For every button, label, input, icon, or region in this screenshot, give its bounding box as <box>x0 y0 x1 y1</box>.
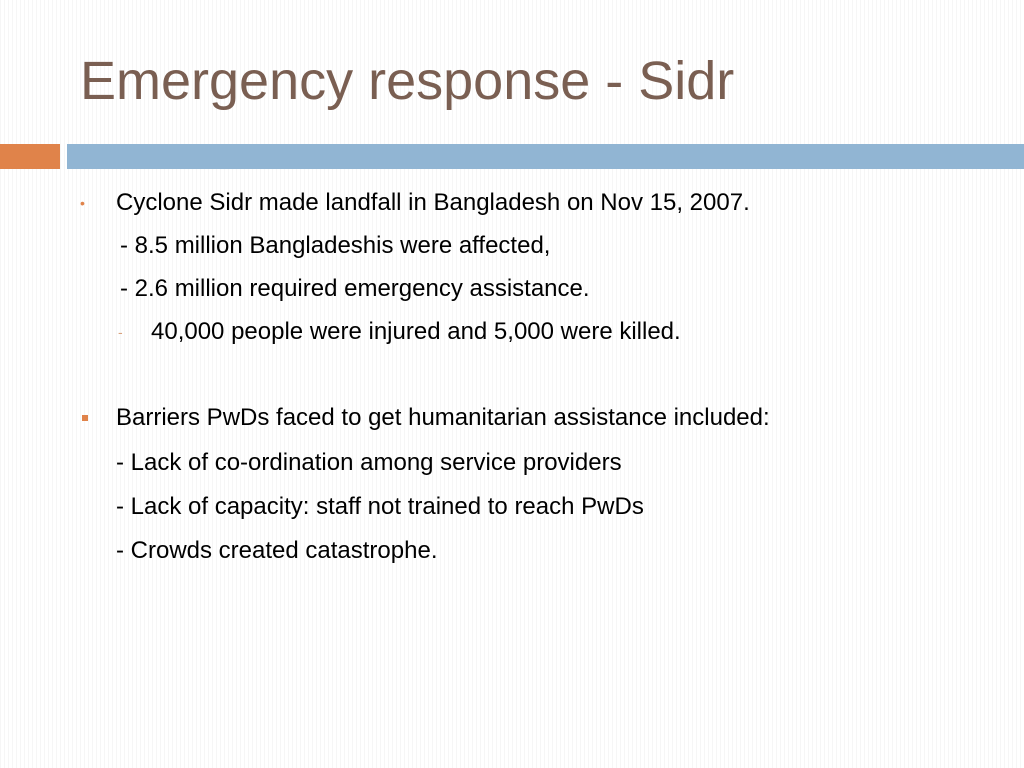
bullet-text-cyclone: Cyclone Sidr made landfall in Bangladesh on Nov 15, 2007. <box>116 189 750 216</box>
sub-item-crowds: - Crowds created catastrophe. <box>116 537 438 564</box>
sub-item-coordination: - Lack of co-ordination among service providers <box>116 449 622 476</box>
square-bullet-icon <box>82 415 88 421</box>
sub-item-affected: - 8.5 million Bangladeshis were affected, <box>120 232 551 259</box>
dash-bullet-icon: - <box>118 324 123 340</box>
sub-item-casualties: 40,000 people were injured and 5,000 were killed. <box>151 318 681 345</box>
sub-item-capacity: - Lack of capacity: staff not trained to reach PwDs <box>116 493 644 520</box>
bullet-dot-icon: • <box>80 195 85 211</box>
sub-item-assistance: - 2.6 million required emergency assistance. <box>120 275 590 302</box>
bullet-text-barriers: Barriers PwDs faced to get humanitarian assistance included: <box>116 404 770 431</box>
slide-title: Emergency response - Sidr <box>80 51 735 111</box>
